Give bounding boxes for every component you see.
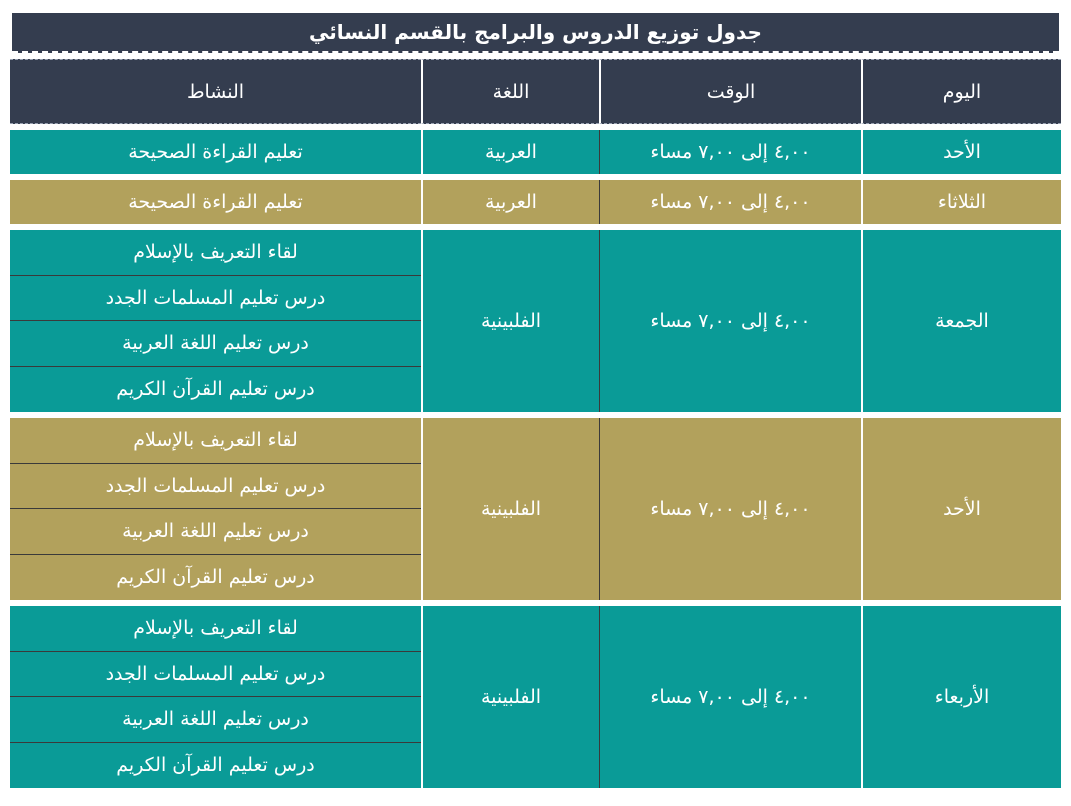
schedule-table bbox=[10, 59, 1061, 788]
activity-cell: درس تعليم اللغة العربية bbox=[10, 321, 421, 367]
activity-cell: درس تعليم اللغة العربية bbox=[10, 509, 421, 555]
time-cell: ٤,٠٠ إلى ٧,٠٠ مساء bbox=[599, 130, 861, 174]
activity-cell: درس تعليم المسلمات الجدد bbox=[10, 464, 421, 510]
schedule-row bbox=[10, 180, 1061, 224]
activity-cell: تعليم القراءة الصحيحة bbox=[10, 180, 421, 224]
schedule-row bbox=[10, 230, 1061, 276]
language-cell: العربية bbox=[421, 180, 599, 224]
activity-cell: درس تعليم اللغة العربية bbox=[10, 697, 421, 743]
day-cell: الثلاثاء bbox=[861, 180, 1061, 224]
time-cell: ٤,٠٠ إلى ٧,٠٠ مساء bbox=[599, 180, 861, 224]
header-language: اللغة bbox=[421, 59, 599, 124]
table-header-row bbox=[10, 59, 1061, 124]
activity-cell: لقاء التعريف بالإسلام bbox=[10, 418, 421, 464]
language-cell: الفلبينية bbox=[421, 418, 599, 600]
language-cell: الفلبينية bbox=[421, 606, 599, 788]
day-cell: الجمعة bbox=[861, 230, 1061, 412]
time-cell: ٤,٠٠ إلى ٧,٠٠ مساء bbox=[599, 606, 861, 788]
activity-cell: لقاء التعريف بالإسلام bbox=[10, 606, 421, 652]
header-activity: النشاط bbox=[10, 59, 421, 124]
schedule-row bbox=[10, 130, 1061, 174]
header-time: الوقت bbox=[599, 59, 861, 124]
page-title: جدول توزيع الدروس والبرامج بالقسم النسائي bbox=[12, 13, 1059, 53]
time-cell: ٤,٠٠ إلى ٧,٠٠ مساء bbox=[599, 418, 861, 600]
language-cell: الفلبينية bbox=[421, 230, 599, 412]
schedule-row bbox=[10, 606, 1061, 652]
day-cell: الأحد bbox=[861, 418, 1061, 600]
activity-cell: درس تعليم القرآن الكريم bbox=[10, 367, 421, 413]
language-cell: العربية bbox=[421, 130, 599, 174]
day-cell: الأربعاء bbox=[861, 606, 1061, 788]
activity-cell: درس تعليم القرآن الكريم bbox=[10, 555, 421, 601]
activity-cell: درس تعليم المسلمات الجدد bbox=[10, 652, 421, 698]
schedule-row bbox=[10, 418, 1061, 464]
day-cell: الأحد bbox=[861, 130, 1061, 174]
activity-cell: تعليم القراءة الصحيحة bbox=[10, 130, 421, 174]
time-cell: ٤,٠٠ إلى ٧,٠٠ مساء bbox=[599, 230, 861, 412]
activity-cell: درس تعليم القرآن الكريم bbox=[10, 743, 421, 789]
header-day: اليوم bbox=[861, 59, 1061, 124]
activity-cell: لقاء التعريف بالإسلام bbox=[10, 230, 421, 276]
activity-cell: درس تعليم المسلمات الجدد bbox=[10, 276, 421, 322]
